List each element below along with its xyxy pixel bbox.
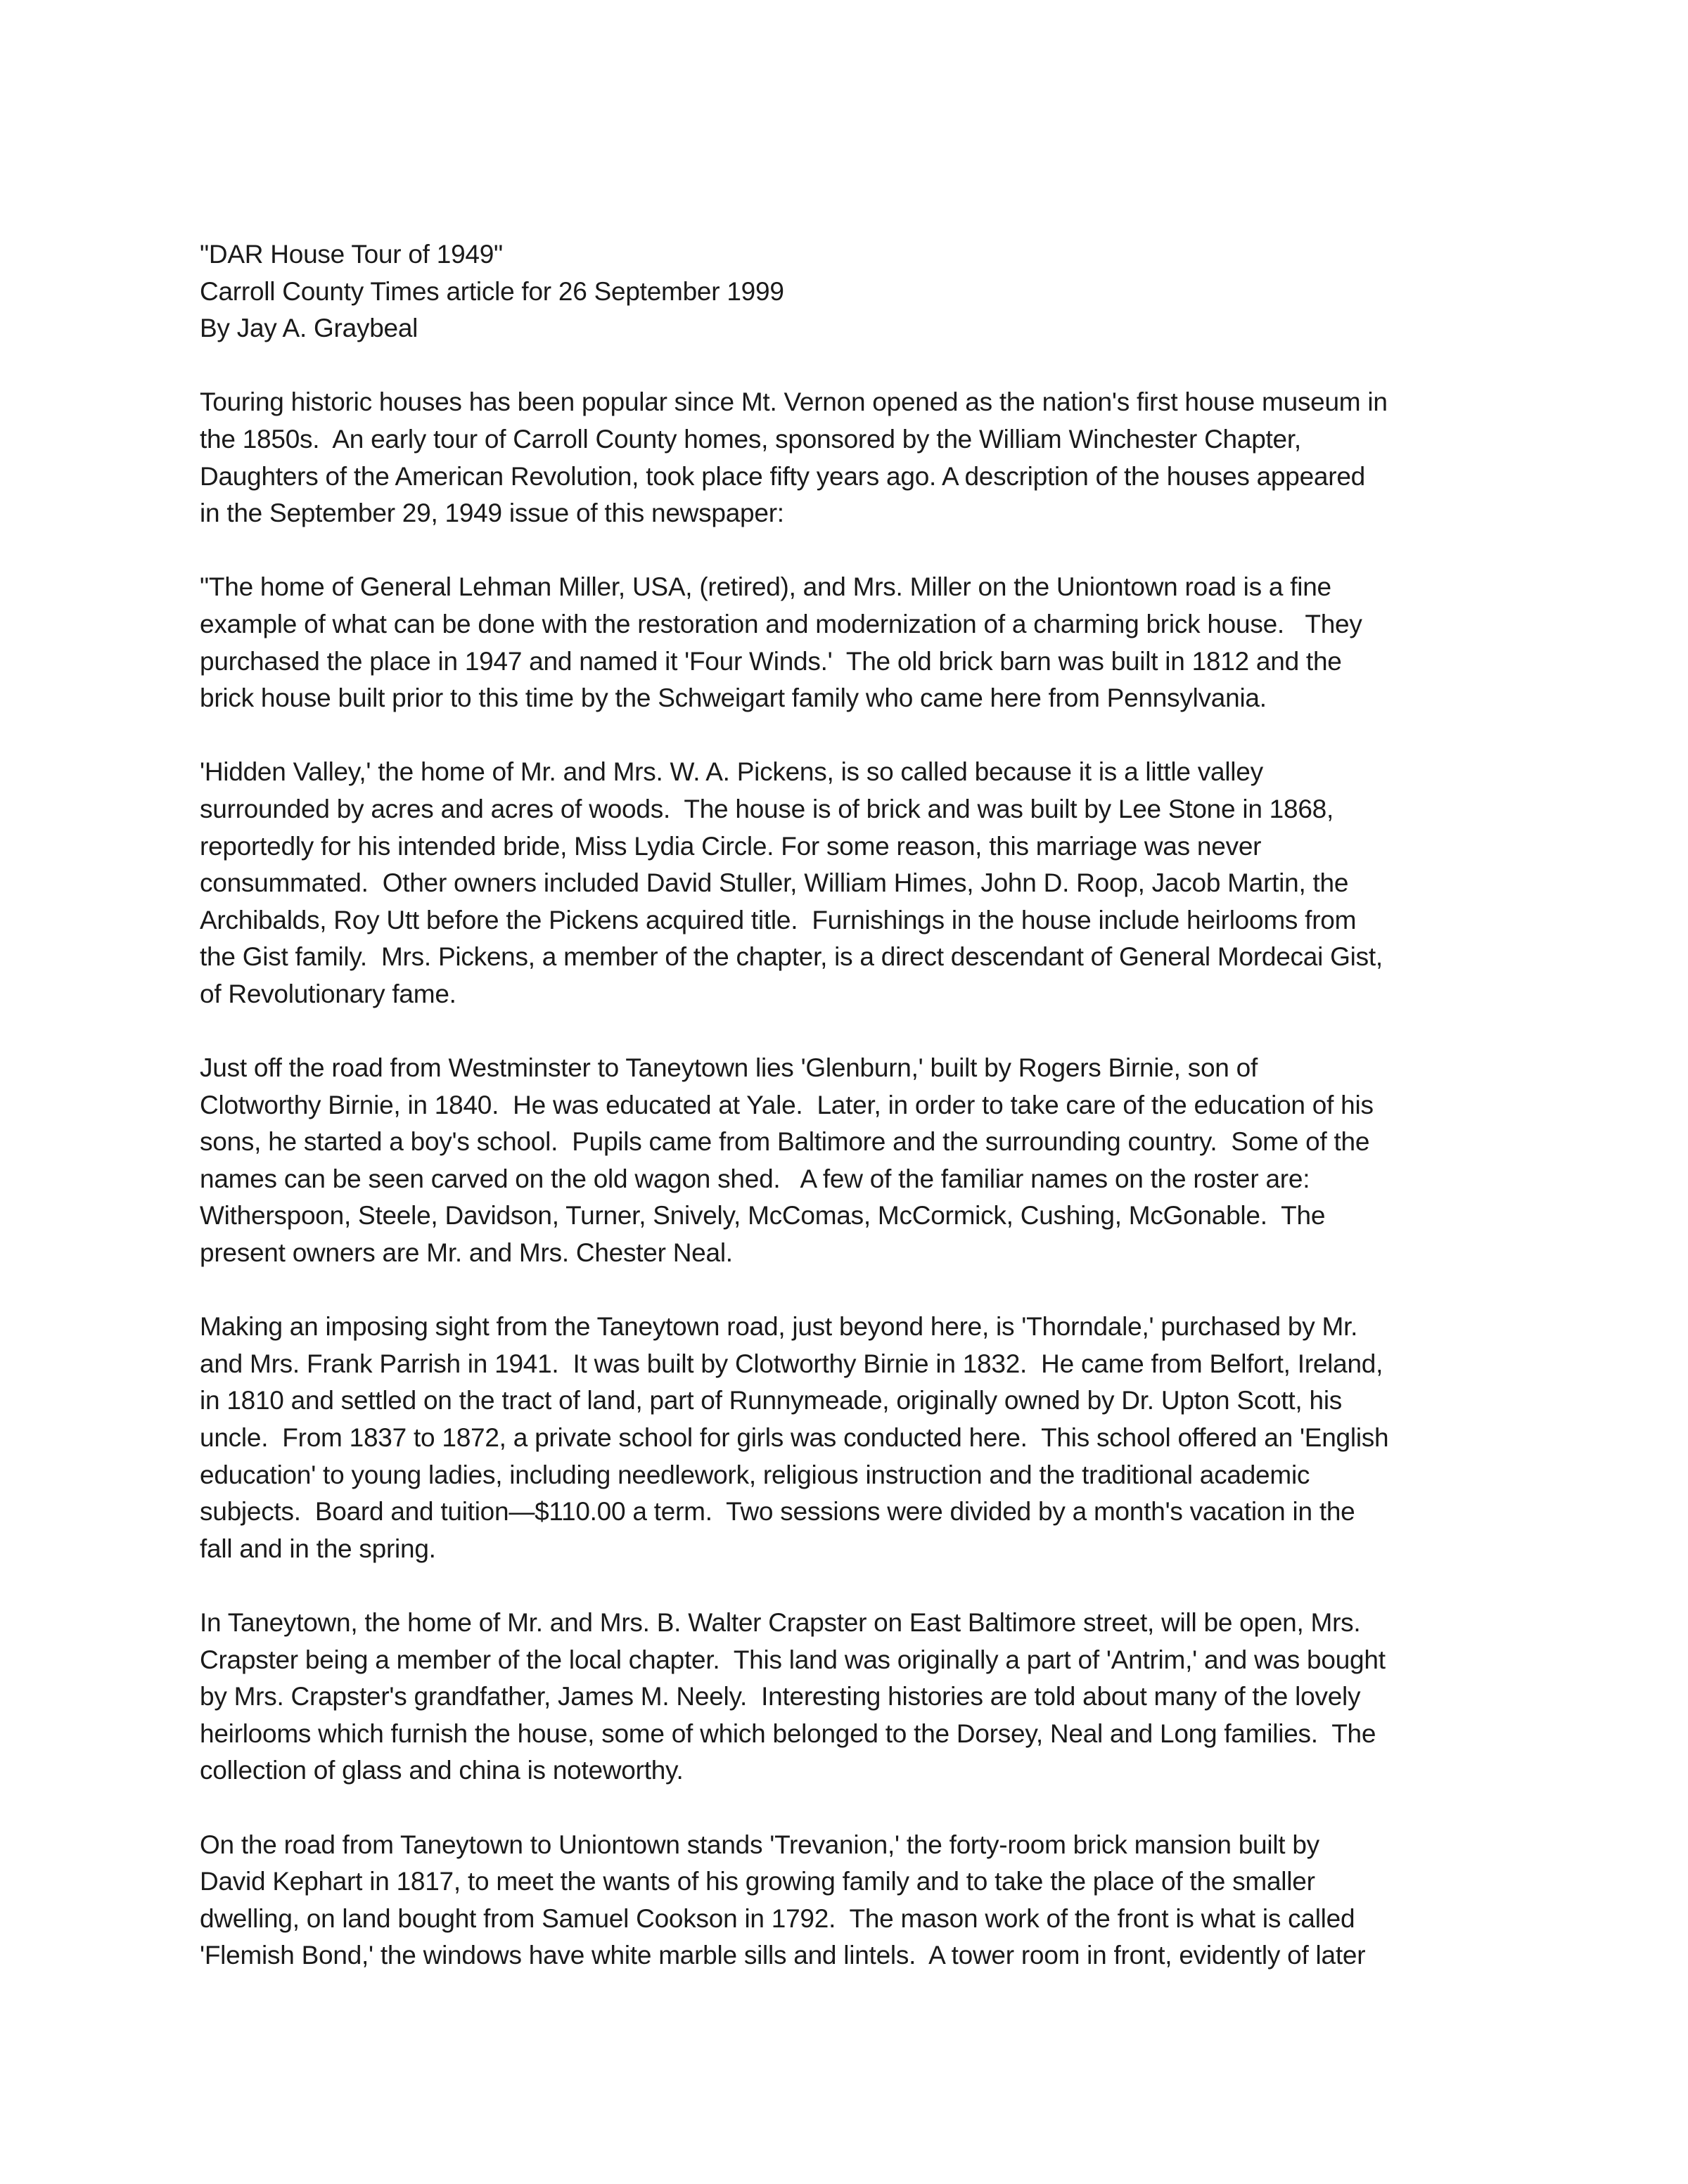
text-line: In Taneytown, the home of Mr. and Mrs. B. Walter Crapster on East Baltimore street, will be open, Mrs. (200, 1607, 1361, 1637)
paragraph-hidden-valley (200, 754, 1522, 1013)
text-line: the Gist family. Mrs. Pickens, a member of the chapter, is a direct descendant of General Mordecai Gist, (200, 942, 1383, 972)
text-line: by Mrs. Crapster's grandfather, James M. Neely. Interesting histories are told about many of the lovely (200, 1682, 1361, 1711)
text-line: collection of glass and china is noteworthy. (200, 1756, 684, 1785)
text-line: fall and in the spring. (200, 1534, 436, 1563)
text-line: subjects. Board and tuition—$110.00 a term. Two sessions were divided by a month's vacation in the (200, 1497, 1355, 1527)
text-line: Archibalds, Roy Utt before the Pickens acquired title. Furnishings in the house include heirlooms from (200, 905, 1357, 934)
text-line: names can be seen carved on the old wagon shed. A few of the familiar names on the roster are: (200, 1164, 1310, 1193)
text-line: present owners are Mr. and Mrs. Chester Neal. (200, 1238, 733, 1268)
paragraph-intro (200, 384, 1522, 532)
text-line: On the road from Taneytown to Uniontown stands 'Trevanion,' the forty-room brick mansion built by (200, 1830, 1319, 1859)
text-line: and Mrs. Frank Parrish in 1941. It was built by Clotworthy Birnie in 1832. He came from Belfort, Ireland, (200, 1349, 1383, 1378)
text-line: David Kephart in 1817, to meet the wants of his growing family and to take the place of the smaller (200, 1867, 1315, 1896)
text-line: brick house built prior to this time by the Schweigart family who came here from Pennsylvania. (200, 683, 1267, 713)
text-line: 'Flemish Bond,' the windows have white marble sills and lintels. A tower room in front, evidently of later (200, 1941, 1366, 1970)
text-line: "The home of General Lehman Miller, USA, (retired), and Mrs. Miller on the Uniontown road is a fine (200, 572, 1331, 602)
article-body (200, 236, 1522, 1974)
text-line: 'Hidden Valley,' the home of Mr. and Mrs. W. A. Pickens, is so called because it is a little valley (200, 757, 1263, 787)
text-line: Daughters of the American Revolution, took place fifty years ago. A description of the houses appeared (200, 461, 1365, 491)
text-line: Touring historic houses has been popular since Mt. Vernon opened as the nation's first house museum in (200, 387, 1388, 417)
text-line: Clotworthy Birnie, in 1840. He was educated at Yale. Later, in order to take care of the education of his (200, 1090, 1374, 1119)
text-line: Just off the road from Westminster to Taneytown lies 'Glenburn,' built by Rogers Birnie, son of (200, 1053, 1258, 1083)
text-line: purchased the place in 1947 and named it 'Four Winds.' The old brick barn was built in 1812 and the (200, 646, 1342, 676)
article-header (200, 236, 1522, 347)
text-line: Crapster being a member of the local chapter. This land was originally a part of 'Antrim,' and was bought (200, 1645, 1386, 1674)
text-line: example of what can be done with the restoration and modernization of a charming brick house. They (200, 609, 1362, 638)
paragraph-four-winds (200, 569, 1522, 717)
paragraph-trevanion (200, 1827, 1522, 1974)
paragraph-crapster-home (200, 1605, 1522, 1790)
text-line: reportedly for his intended bride, Miss Lydia Circle. For some reason, this marriage was never (200, 831, 1262, 861)
byline: By Jay A. Graybeal (200, 314, 418, 343)
text-line: uncle. From 1837 to 1872, a private school for girls was conducted here. This school offered an 'English (200, 1423, 1389, 1452)
text-line: Witherspoon, Steele, Davidson, Turner, Snively, McComas, McCormick, Cushing, McGonable. The (200, 1201, 1326, 1231)
text-line: the 1850s. An early tour of Carroll County homes, sponsored by the William Winchester Chapter, (200, 424, 1301, 454)
text-line: dwelling, on land bought from Samuel Cookson in 1792. The mason work of the front is what is called (200, 1903, 1355, 1933)
paragraph-glenburn (200, 1050, 1522, 1272)
text-line: surrounded by acres and acres of woods. The house is of brick and was built by Lee Stone in 1868, (200, 794, 1334, 823)
text-line: Making an imposing sight from the Taneytown road, just beyond here, is 'Thorndale,' purchased by Mr. (200, 1312, 1358, 1342)
text-line: education' to young ladies, including needlework, religious instruction and the traditional academic (200, 1460, 1310, 1489)
text-line: in the September 29, 1949 issue of this newspaper: (200, 499, 784, 528)
text-line: of Revolutionary fame. (200, 979, 456, 1008)
text-line: consummated. Other owners included David Stuller, William Himes, John D. Roop, Jacob Martin, the (200, 868, 1349, 898)
publication-line: Carroll County Times article for 26 September 1999 (200, 276, 784, 306)
article-title: "DAR House Tour of 1949" (200, 240, 503, 269)
paragraph-thorndale (200, 1309, 1522, 1567)
text-line: heirlooms which furnish the house, some of which belonged to the Dorsey, Neal and Long families. The (200, 1719, 1376, 1748)
text-line: in 1810 and settled on the tract of land, part of Runnymeade, originally owned by Dr. Upton Scott, his (200, 1386, 1343, 1415)
text-line: sons, he started a boy's school. Pupils came from Baltimore and the surrounding country. Some of the (200, 1127, 1370, 1157)
